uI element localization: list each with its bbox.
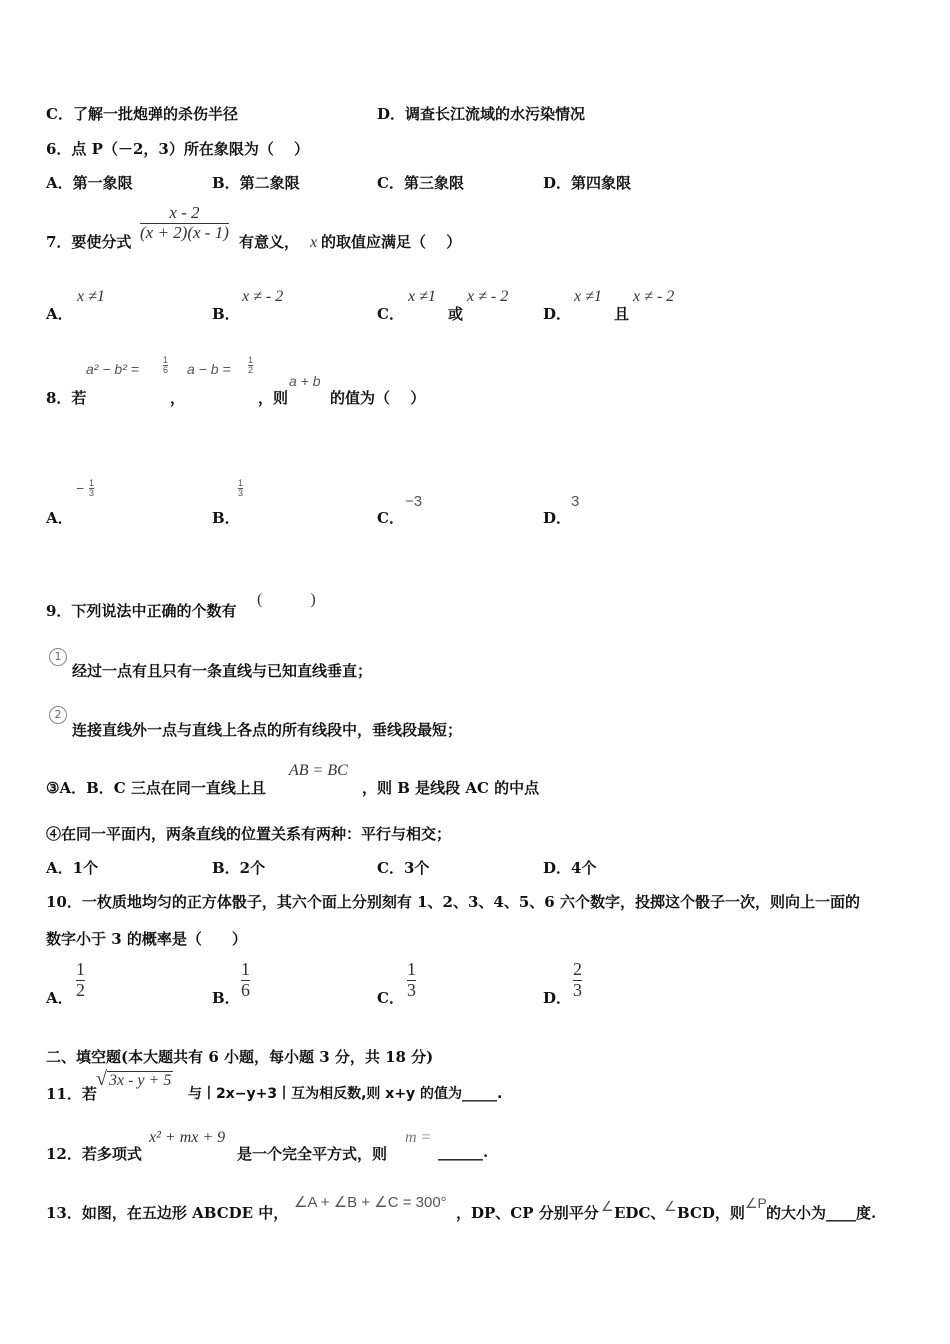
q8-label-c: C． xyxy=(377,509,404,527)
q8-d-value: 3 xyxy=(571,493,580,510)
q8-a-fraction xyxy=(89,479,94,499)
q7-math-a: x ≠1 xyxy=(77,288,105,305)
q13-angle-p: ∠P xyxy=(745,1195,767,1211)
q8-condition1-fraction xyxy=(163,356,168,376)
q7-fraction-denominator: (x + 2)(x - 1) xyxy=(140,222,229,242)
q10-b-fraction xyxy=(241,960,250,1001)
q7-label-b: B． xyxy=(212,305,240,323)
q7-fraction xyxy=(140,204,229,242)
q9-option-c: C．3个 xyxy=(377,859,430,877)
q10-label-b: B． xyxy=(212,989,240,1007)
q9-answer-paren: ( ) xyxy=(257,591,316,608)
q10-label-d: D． xyxy=(543,989,572,1007)
q10-a-num: 1 xyxy=(76,959,85,979)
q13-mid: ，DP、CP 分别平分 xyxy=(456,1204,599,1222)
q13-bcd: BCD，则 xyxy=(677,1204,745,1222)
q8-a-den: 3 xyxy=(89,488,95,499)
q10-c-fraction xyxy=(407,960,416,1001)
q12-variable: m = xyxy=(405,1129,432,1146)
q8-suffix: 的值为（ ） xyxy=(330,389,426,407)
q13-edc: EDC、 xyxy=(614,1204,666,1222)
q6-option-c: C．第三象限 xyxy=(377,174,464,192)
q8-then: ，则 xyxy=(258,389,289,407)
q9-stem: 9．下列说法中正确的个数有 xyxy=(46,602,237,620)
q10-line-1: 10．一枚质地均匀的正方体骰子，其六个面上分别刻有 1、2、3、4、5、6 六个数字，投掷这个骰子一次，则向上一面的 xyxy=(46,893,860,911)
q12-blank: ______. xyxy=(438,1143,489,1161)
circled-number-1: 1 xyxy=(49,648,67,666)
q9-option-d: D．4个 xyxy=(543,859,597,877)
q7-label-c: C． xyxy=(377,305,404,323)
q13-angle-sum: ∠A + ∠B + ∠C = 300° xyxy=(294,1194,447,1211)
q8-condition2: a − b = xyxy=(187,361,231,377)
q8-expression: a + b xyxy=(289,373,321,389)
section-heading-fill-in: 二、填空题(本大题共有 6 小题，每小题 3 分，共 18 分) xyxy=(46,1048,434,1066)
q5-option-c: C．了解一批炮弹的杀伤半径 xyxy=(46,105,238,123)
q9-item-3-prefix: ③A．B．C 三点在同一直线上且 xyxy=(46,779,266,797)
q7-suffix: 的取值应满足（ ） xyxy=(321,233,462,251)
q7-math-c1: x ≠1 xyxy=(408,288,436,305)
q10-a-den: 2 xyxy=(76,979,85,1000)
q11-suffix: 与丨2x−y+3丨互为相反数,则 x+y 的值为_____. xyxy=(188,1086,503,1102)
q10-label-a: A． xyxy=(46,989,73,1007)
q10-c-den: 3 xyxy=(407,979,416,1000)
q9-item-3-math: AB = BC xyxy=(289,762,348,779)
q8-c-value: −3 xyxy=(405,493,423,510)
q13-angle-symbol-2: ∠ xyxy=(664,1198,677,1214)
q8-b-den: 3 xyxy=(238,488,244,499)
q6-stem: 6．点 P（－2，3）所在象限为（ ） xyxy=(46,140,310,158)
q8-label-b: B． xyxy=(212,509,240,527)
q9-item-3-suffix: ，则 B 是线段 AC 的中点 xyxy=(362,779,540,797)
q7-fraction-numerator: x - 2 xyxy=(169,203,200,222)
q8-b-num: 1 xyxy=(238,478,244,488)
q7-prefix: 7．要使分式 xyxy=(46,233,132,251)
q10-label-c: C． xyxy=(377,989,404,1007)
q8-condition1: a² − b² = xyxy=(86,361,139,377)
q10-b-num: 1 xyxy=(241,959,250,979)
q11-radicand: 3x - y + 5 xyxy=(108,1072,172,1089)
q7-math-c2: x ≠ - 2 xyxy=(467,288,509,305)
q9-item-4: ④在同一平面内，两条直线的位置关系有两种：平行与相交； xyxy=(46,825,452,843)
q8-a-sign: − xyxy=(76,480,85,496)
q8-label-d: D． xyxy=(543,509,572,527)
q13-prefix: 13．如图，在五边形 ABCDE 中， xyxy=(46,1204,289,1222)
q8-prefix: 8．若 xyxy=(46,389,87,407)
q8-condition1-den: 6 xyxy=(163,365,169,376)
q8-label-a: A． xyxy=(46,509,73,527)
circled-number-2: 2 xyxy=(49,706,67,724)
q8-b-fraction xyxy=(238,479,243,499)
q9-option-a: A．1个 xyxy=(46,859,99,877)
q9-item-2: 连接直线外一点与直线上各点的所有线段中，垂线段最短； xyxy=(72,721,463,739)
q9-option-b: B．2个 xyxy=(212,859,266,877)
q13-suffix: 的大小为____度. xyxy=(766,1204,877,1222)
q7-word-d: 且 xyxy=(614,305,630,323)
q10-c-num: 1 xyxy=(407,959,416,979)
q7-variable: x xyxy=(310,234,318,251)
q7-math-d1: x ≠1 xyxy=(574,288,602,305)
q11-radical: √ 3x - y + 5 xyxy=(96,1068,172,1090)
q5-option-d: D．调查长江流域的水污染情况 xyxy=(377,105,586,123)
q8-condition2-den: 2 xyxy=(248,365,254,376)
q7-label-a: A． xyxy=(46,305,73,323)
q7-math-b: x ≠ - 2 xyxy=(242,288,284,305)
q12-prefix: 12．若多项式 xyxy=(46,1145,142,1163)
q10-a-fraction xyxy=(76,960,85,1001)
q7-label-d: D． xyxy=(543,305,572,323)
q8-condition2-num: 1 xyxy=(248,355,254,365)
q6-option-d: D．第四象限 xyxy=(543,174,632,192)
q12-polynomial: x² + mx + 9 xyxy=(149,1129,226,1146)
q7-math-d2: x ≠ - 2 xyxy=(633,288,675,305)
q10-d-fraction xyxy=(573,960,582,1001)
q10-d-num: 2 xyxy=(573,959,582,979)
q7-mid-text: 有意义， xyxy=(239,233,300,251)
q9-item-1: 经过一点有且只有一条直线与已知直线垂直； xyxy=(72,662,373,680)
q10-d-den: 3 xyxy=(573,979,582,1000)
q10-line-2: 数字小于 3 的概率是（ ） xyxy=(46,930,247,948)
q8-comma: ， xyxy=(170,389,186,407)
q6-option-b: B．第二象限 xyxy=(212,174,300,192)
q7-word-c: 或 xyxy=(448,305,464,323)
q10-b-den: 6 xyxy=(241,979,250,1000)
q8-a-num: 1 xyxy=(89,478,95,488)
q6-option-a: A．第一象限 xyxy=(46,174,133,192)
q12-mid: 是一个完全平方式，则 xyxy=(237,1145,388,1163)
q8-condition2-fraction xyxy=(248,356,253,376)
q13-angle-symbol-1: ∠ xyxy=(601,1198,614,1214)
q8-condition1-num: 1 xyxy=(163,355,169,365)
q11-prefix: 11．若 xyxy=(46,1085,97,1103)
